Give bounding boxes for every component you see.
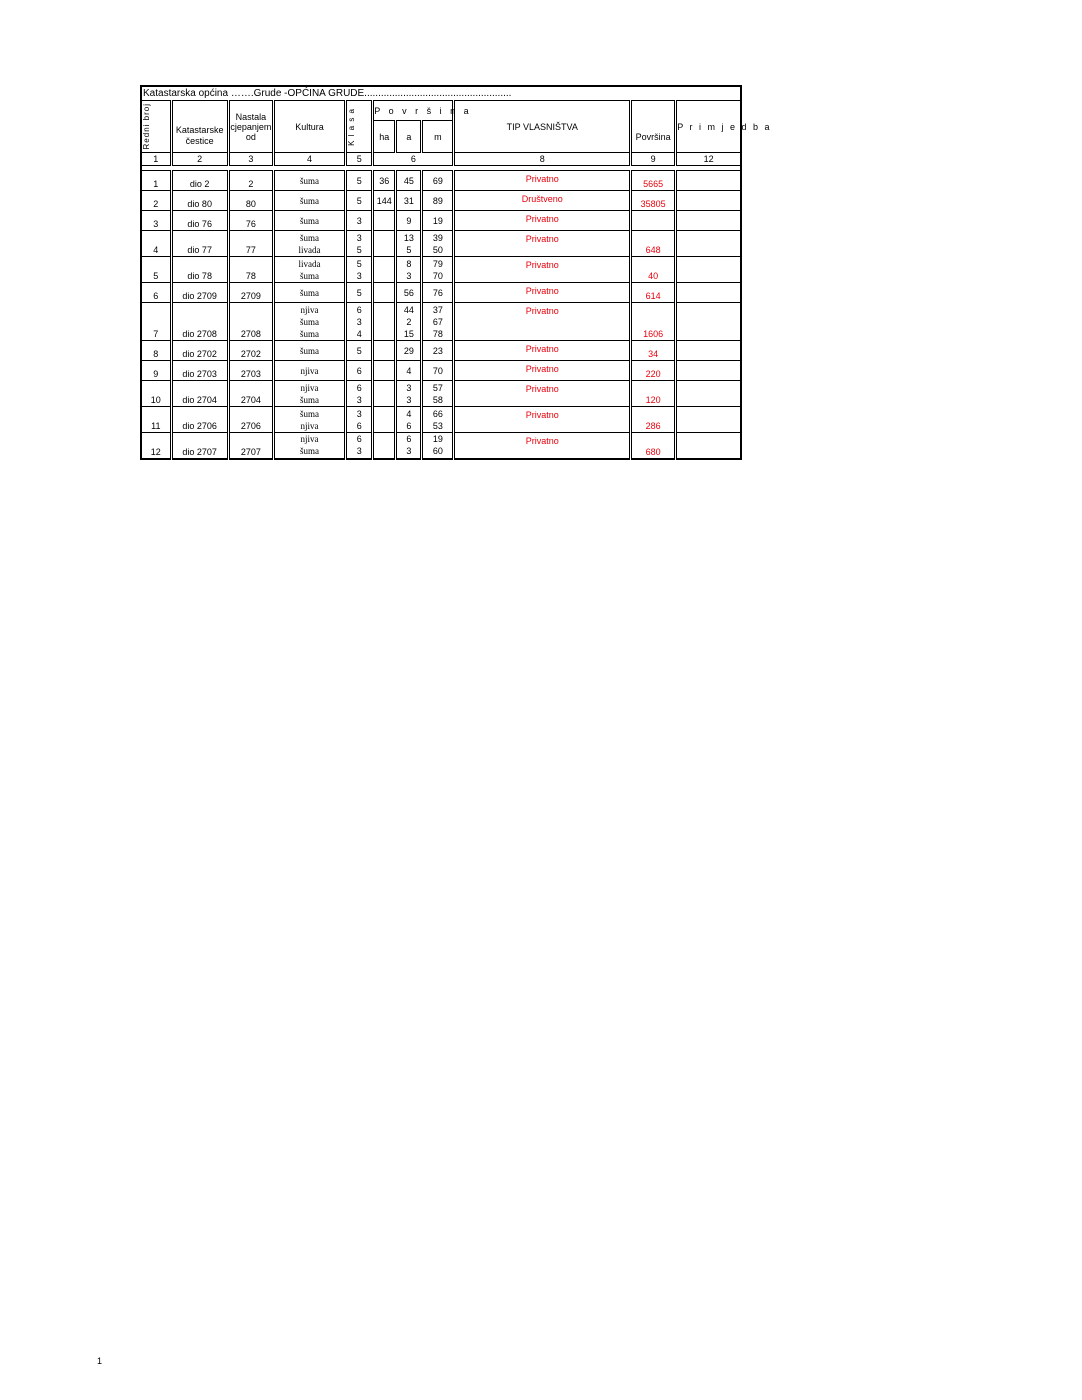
header-redni-broj-label: Redni broj: [142, 103, 151, 150]
cell-a: [396, 361, 422, 381]
klasa-value: 5: [356, 258, 362, 269]
cell-kultura: [273, 231, 345, 257]
cell-m: [422, 381, 454, 407]
ownership-type: Privatno: [454, 433, 631, 459]
table-row: [141, 303, 741, 341]
cell-kultura: [273, 191, 345, 211]
parcel-origin: 2708: [228, 303, 273, 341]
ha-value: [374, 258, 394, 270]
ha-value: [374, 328, 394, 340]
remark-cell: [676, 211, 741, 231]
cell-m: [422, 407, 454, 433]
table-row: [141, 381, 741, 407]
cell-a: [396, 303, 422, 341]
cell-ha: [373, 341, 396, 361]
area-value: 614: [631, 283, 676, 303]
klasa-value: 5: [356, 195, 362, 206]
cell-klasa: [346, 341, 373, 361]
a-value: 4: [406, 408, 412, 419]
cell-ha: [373, 171, 396, 191]
kultura-value: livada: [298, 258, 321, 269]
cell-m: [422, 171, 454, 191]
klasa-value: 5: [356, 287, 362, 298]
parcel-id: dio 76: [171, 211, 228, 231]
ha-value: [374, 420, 394, 432]
cell-m: [422, 283, 454, 303]
area-value: 34: [631, 341, 676, 361]
area-value: 35805: [631, 191, 676, 211]
row-number: 8: [141, 341, 171, 361]
kultura-value: njiva: [300, 365, 319, 376]
row-number: 2: [141, 191, 171, 211]
cell-a: [396, 407, 422, 433]
area-value: 40: [631, 257, 676, 283]
a-value: 3: [406, 382, 412, 393]
ownership-type: Privatno: [454, 303, 631, 341]
header-tip-vlasnistva: TIP VLASNIŠTVA: [454, 101, 631, 153]
table-row: [141, 433, 741, 459]
header-povrsina-group: P o v r š i n a: [373, 101, 454, 121]
remark-cell: [676, 231, 741, 257]
cell-a: [396, 283, 422, 303]
header-redni-broj: [141, 101, 171, 153]
klasa-value: 6: [356, 434, 362, 445]
parcel-origin: 2703: [228, 361, 273, 381]
ownership-type: Privatno: [454, 361, 631, 381]
m-value: 78: [432, 328, 443, 339]
header-primjedba: P r i m j e d b a: [676, 101, 741, 153]
ha-value: [374, 232, 394, 244]
table-row: [141, 211, 741, 231]
cell-klasa: [346, 211, 373, 231]
ha-value: [374, 408, 394, 420]
parcel-id: dio 78: [171, 257, 228, 283]
remark-cell: [676, 257, 741, 283]
kultura-value: šuma: [300, 316, 320, 327]
area-value: 1606: [631, 303, 676, 341]
a-value: 2: [406, 316, 412, 327]
ha-value: [374, 345, 394, 357]
ha-value: 144: [376, 195, 392, 206]
header-cestice-top: [171, 101, 228, 121]
area-value: 648: [631, 231, 676, 257]
kultura-value: livada: [298, 244, 321, 255]
parcel-id: dio 2: [171, 171, 228, 191]
ha-value: [374, 270, 394, 282]
cell-ha: [373, 191, 396, 211]
ha-value: [374, 433, 394, 445]
parcel-id: dio 2707: [171, 433, 228, 459]
colnum: 2: [171, 153, 228, 166]
table-row: [141, 231, 741, 257]
cell-klasa: [346, 361, 373, 381]
m-value: 60: [432, 446, 443, 457]
cell-m: [422, 231, 454, 257]
remark-cell: [676, 191, 741, 211]
klasa-value: 5: [356, 175, 362, 186]
parcel-id: dio 2703: [171, 361, 228, 381]
klasa-value: 3: [356, 270, 362, 281]
a-value: 4: [406, 365, 412, 376]
parcel-id: dio 2706: [171, 407, 228, 433]
cell-m: [422, 433, 454, 459]
kultura-value: šuma: [300, 446, 320, 457]
cell-klasa: [346, 283, 373, 303]
remark-cell: [676, 381, 741, 407]
a-value: 6: [406, 420, 412, 431]
parcel-id: dio 2709: [171, 283, 228, 303]
ownership-type: Društveno: [454, 191, 631, 211]
row-number: 7: [141, 303, 171, 341]
remark-cell: [676, 341, 741, 361]
kultura-value: šuma: [300, 345, 320, 356]
m-value: 69: [432, 175, 443, 186]
klasa-value: 5: [356, 345, 362, 356]
cell-a: [396, 257, 422, 283]
m-value: 67: [432, 316, 443, 327]
a-value: 9: [406, 215, 412, 226]
row-number: 6: [141, 283, 171, 303]
header-a: a: [396, 121, 422, 153]
parcel-table: [140, 100, 772, 460]
cell-ha: [373, 433, 396, 459]
colnum: 6: [373, 153, 454, 166]
m-value: 19: [432, 215, 443, 226]
cell-kultura: [273, 433, 345, 459]
a-value: 15: [403, 328, 414, 339]
row-number: 3: [141, 211, 171, 231]
m-value: 57: [432, 382, 443, 393]
cell-klasa: [346, 303, 373, 341]
area-value: [631, 211, 676, 231]
ha-value: [374, 365, 394, 377]
kultura-value: šuma: [300, 287, 320, 298]
cell-kultura: [273, 283, 345, 303]
m-value: 39: [432, 232, 443, 243]
remark-cell: [676, 303, 741, 341]
cell-kultura: [273, 381, 345, 407]
kultura-value: šuma: [300, 215, 320, 226]
header-m: m: [422, 121, 454, 153]
cell-ha: [373, 381, 396, 407]
ownership-type: Privatno: [454, 171, 631, 191]
parcel-id: dio 80: [171, 191, 228, 211]
cell-klasa: [346, 433, 373, 459]
ha-value: [374, 394, 394, 406]
m-value: 70: [432, 365, 443, 376]
header-klasa: [346, 101, 373, 153]
cell-kultura: [273, 211, 345, 231]
cell-klasa: [346, 231, 373, 257]
remark-cell: [676, 433, 741, 459]
table-row: [141, 407, 741, 433]
table-row: [141, 257, 741, 283]
ha-value: [374, 316, 394, 328]
colnum: 1: [141, 153, 171, 166]
ownership-type: Privatno: [454, 283, 631, 303]
cell-a: [396, 381, 422, 407]
a-value: 13: [403, 232, 414, 243]
m-value: 66: [432, 408, 443, 419]
klasa-value: 3: [356, 408, 362, 419]
area-value: 220: [631, 361, 676, 381]
cell-kultura: [273, 303, 345, 341]
kultura-value: šuma: [300, 175, 320, 186]
header-nastala: Nastala cjepanjem od: [228, 101, 273, 153]
klasa-value: 6: [356, 304, 362, 315]
table-row: [141, 191, 741, 211]
colnum: 9: [631, 153, 676, 166]
cell-a: [396, 191, 422, 211]
parcel-origin: 76: [228, 211, 273, 231]
header-klasa-label: K l a s a: [347, 107, 357, 146]
cell-m: [422, 341, 454, 361]
klasa-value: 3: [356, 394, 362, 405]
a-value: 31: [403, 195, 414, 206]
parcel-rows: [141, 171, 741, 459]
a-value: 3: [406, 446, 412, 457]
parcel-origin: 2707: [228, 433, 273, 459]
m-value: 50: [432, 244, 443, 255]
ha-value: [374, 215, 394, 227]
row-number: 10: [141, 381, 171, 407]
a-value: 5: [406, 244, 412, 255]
cell-kultura: [273, 341, 345, 361]
row-number: 12: [141, 433, 171, 459]
remark-cell: [676, 361, 741, 381]
parcel-origin: 80: [228, 191, 273, 211]
cell-ha: [373, 303, 396, 341]
m-value: 70: [432, 270, 443, 281]
parcel-origin: 2706: [228, 407, 273, 433]
cell-m: [422, 303, 454, 341]
cell-ha: [373, 211, 396, 231]
sheet-title: Katastarska općina …….Grude -OPĆINA GRUDE.....................................................: [140, 85, 742, 100]
cell-klasa: [346, 171, 373, 191]
a-value: 56: [403, 287, 414, 298]
colnum: 5: [346, 153, 373, 166]
kultura-value: njiva: [300, 382, 319, 393]
cell-klasa: [346, 381, 373, 407]
area-value: 120: [631, 381, 676, 407]
klasa-value: 6: [356, 420, 362, 431]
ha-value: [374, 382, 394, 394]
header-ha: ha: [373, 121, 396, 153]
cell-kultura: [273, 407, 345, 433]
remark-cell: [676, 407, 741, 433]
cell-ha: [373, 257, 396, 283]
cell-m: [422, 211, 454, 231]
area-value: 286: [631, 407, 676, 433]
klasa-value: 4: [356, 328, 362, 339]
parcel-origin: 2702: [228, 341, 273, 361]
m-value: 76: [432, 287, 443, 298]
kultura-value: šuma: [300, 408, 320, 419]
area-value: 5665: [631, 171, 676, 191]
cell-kultura: [273, 171, 345, 191]
ownership-type: Privatno: [454, 381, 631, 407]
parcel-id: dio 2704: [171, 381, 228, 407]
kultura-value: njiva: [300, 420, 319, 431]
a-value: 3: [406, 394, 412, 405]
cell-a: [396, 341, 422, 361]
a-value: 45: [403, 175, 414, 186]
ownership-type: Privatno: [454, 231, 631, 257]
cell-ha: [373, 283, 396, 303]
cadastre-sheet: [140, 85, 772, 460]
kultura-value: njiva: [300, 434, 319, 445]
cell-a: [396, 231, 422, 257]
cell-klasa: [346, 407, 373, 433]
row-number: 4: [141, 231, 171, 257]
ha-value: [374, 304, 394, 316]
kultura-value: šuma: [300, 232, 320, 243]
m-value: 89: [432, 195, 443, 206]
a-value: 44: [403, 304, 414, 315]
table-row: [141, 361, 741, 381]
table-row: [141, 283, 741, 303]
ha-value: [374, 244, 394, 256]
remark-cell: [676, 171, 741, 191]
ownership-type: Privatno: [454, 257, 631, 283]
kultura-value: njiva: [300, 304, 319, 315]
colnum: 4: [273, 153, 345, 166]
cell-m: [422, 191, 454, 211]
cell-klasa: [346, 191, 373, 211]
row-number: 11: [141, 407, 171, 433]
kultura-value: šuma: [300, 328, 320, 339]
m-value: 37: [432, 304, 443, 315]
ha-value: [374, 445, 394, 457]
klasa-value: 5: [356, 244, 362, 255]
klasa-value: 3: [356, 232, 362, 243]
a-value: 6: [406, 434, 412, 445]
parcel-id: dio 2702: [171, 341, 228, 361]
cell-m: [422, 257, 454, 283]
row-number: 9: [141, 361, 171, 381]
kultura-value: šuma: [300, 270, 320, 281]
a-value: 3: [406, 270, 412, 281]
a-value: 8: [406, 258, 412, 269]
klasa-value: 3: [356, 446, 362, 457]
remark-cell: [676, 283, 741, 303]
m-value: 19: [432, 434, 443, 445]
cell-a: [396, 211, 422, 231]
ha-value: [374, 287, 394, 299]
m-value: 79: [432, 258, 443, 269]
ownership-type: Privatno: [454, 407, 631, 433]
cell-a: [396, 171, 422, 191]
parcel-id: dio 77: [171, 231, 228, 257]
kultura-value: šuma: [300, 394, 320, 405]
a-value: 29: [403, 345, 414, 356]
cell-kultura: [273, 257, 345, 283]
ownership-type: Privatno: [454, 211, 631, 231]
header-kultura: Kultura: [273, 101, 345, 153]
klasa-value: 6: [356, 365, 362, 376]
area-value: 680: [631, 433, 676, 459]
cell-ha: [373, 407, 396, 433]
cell-klasa: [346, 257, 373, 283]
parcel-origin: 78: [228, 257, 273, 283]
parcel-origin: 2704: [228, 381, 273, 407]
kultura-value: šuma: [300, 195, 320, 206]
ownership-type: Privatno: [454, 341, 631, 361]
colnum: 3: [228, 153, 273, 166]
klasa-value: 3: [356, 215, 362, 226]
colnum: 8: [454, 153, 631, 166]
row-number: 1: [141, 171, 171, 191]
ha-value: 36: [379, 175, 390, 186]
parcel-origin: 77: [228, 231, 273, 257]
header-katastarske: Katastarske čestice: [171, 121, 228, 153]
table-row: [141, 341, 741, 361]
klasa-value: 3: [356, 316, 362, 327]
parcel-origin: 2: [228, 171, 273, 191]
klasa-value: 6: [356, 382, 362, 393]
header-povrsina: Površina: [631, 101, 676, 153]
m-value: 23: [432, 345, 443, 356]
cell-ha: [373, 231, 396, 257]
page-number: 1: [97, 1356, 103, 1366]
cell-kultura: [273, 361, 345, 381]
m-value: 53: [432, 420, 443, 431]
table-row: [141, 171, 741, 191]
cell-a: [396, 433, 422, 459]
parcel-origin: 2709: [228, 283, 273, 303]
m-value: 58: [432, 394, 443, 405]
parcel-id: dio 2708: [171, 303, 228, 341]
cell-ha: [373, 361, 396, 381]
row-number: 5: [141, 257, 171, 283]
cell-m: [422, 361, 454, 381]
colnum: 12: [676, 153, 741, 166]
